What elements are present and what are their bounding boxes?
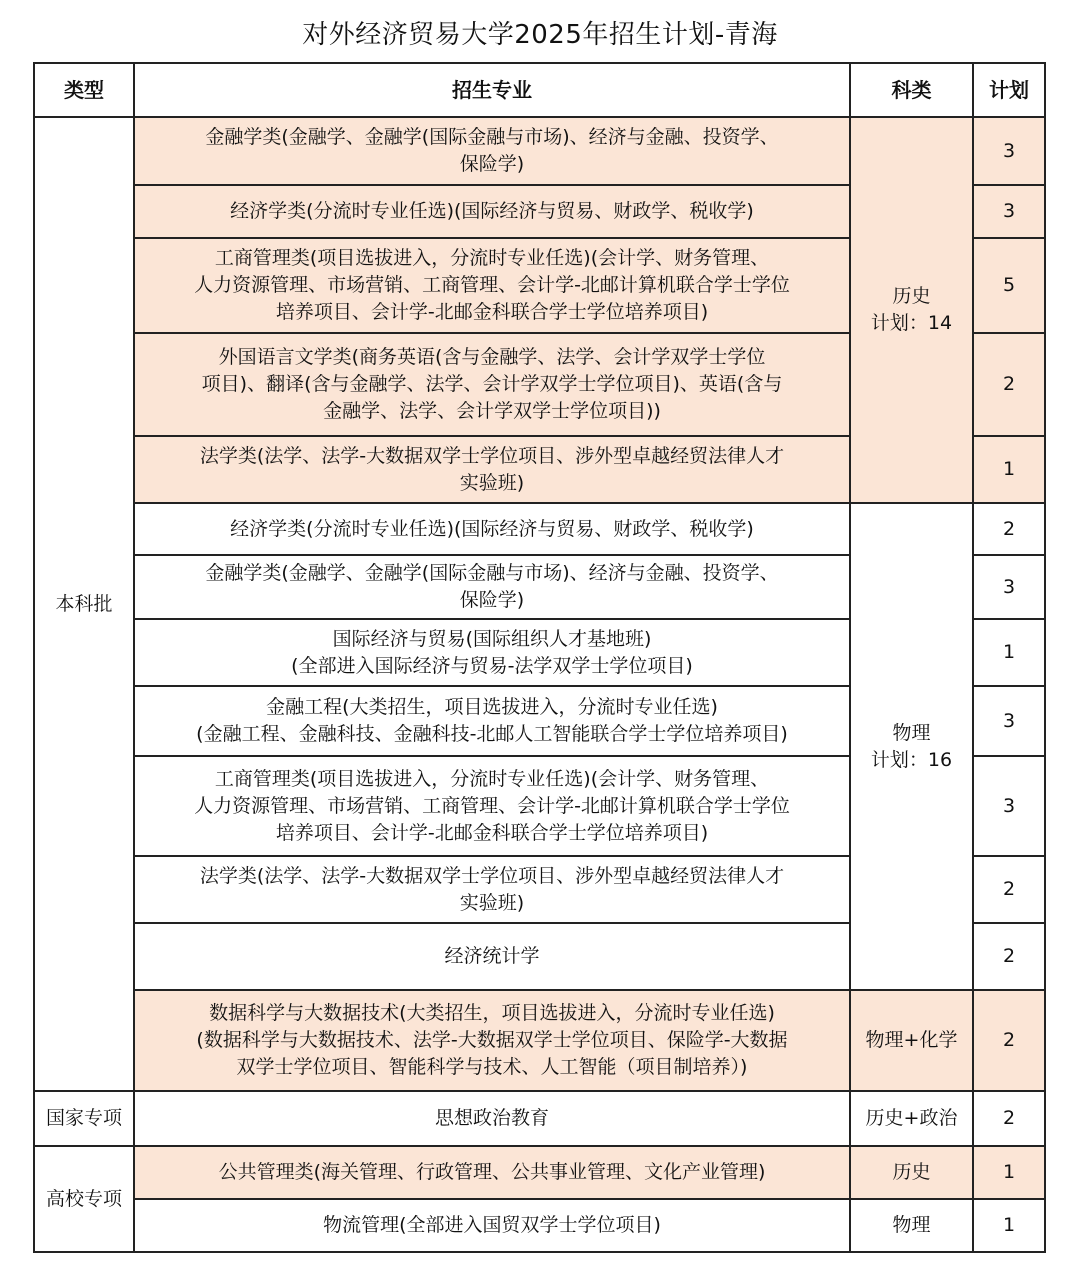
major-cell: 思想政治教育	[134, 1091, 850, 1146]
plan-cell: 1	[973, 1146, 1045, 1199]
major-cell: 工商管理类(项目选拔进入，分流时专业任选)(会计学、财务管理、 人力资源管理、市场营销、工商管理、会计学-北邮计算机联合学士学位 培养项目、会计学-北邮金科联合学士学位培养项目)	[134, 238, 850, 333]
major-cell: 法学类(法学、法学-大数据双学士学位项目、涉外型卓越经贸法律人才 实验班)	[134, 856, 850, 923]
plan-cell: 3	[973, 555, 1045, 619]
major-cell: 金融学类(金融学、金融学(国际金融与市场)、经济与金融、投资学、 保险学)	[134, 555, 850, 619]
major-cell: 工商管理类(项目选拔进入，分流时专业任选)(会计学、财务管理、 人力资源管理、市场营销、工商管理、会计学-北邮计算机联合学士学位 培养项目、会计学-北邮金科联合学士学位培养项目)	[134, 756, 850, 856]
plan-cell: 1	[973, 619, 1045, 686]
subject-history-politics: 历史+政治	[850, 1091, 973, 1146]
plan-cell: 2	[973, 990, 1045, 1091]
major-cell: 经济学类(分流时专业任选)(国际经济与贸易、财政学、税收学)	[134, 503, 850, 555]
table-row	[34, 1199, 1045, 1252]
header-type: 类型	[34, 63, 134, 117]
major-cell: 金融工程(大类招生，项目选拔进入，分流时专业任选) (金融工程、金融科技、金融科技-北邮人工智能联合学士学位培养项目)	[134, 686, 850, 756]
plan-cell: 1	[973, 1199, 1045, 1252]
page-title: 对外经济贸易大学2025年招生计划-青海	[302, 20, 778, 50]
enrollment-plan-table	[33, 62, 1046, 1253]
plan-cell: 2	[973, 856, 1045, 923]
major-cell: 物流管理(全部进入国贸双学士学位项目)	[134, 1199, 850, 1252]
subject-history-only: 历史	[850, 1146, 973, 1199]
group-benke: 本科批	[34, 117, 134, 1091]
plan-cell: 2	[973, 1091, 1045, 1146]
header-subject: 科类	[850, 63, 973, 117]
plan-cell: 3	[973, 185, 1045, 238]
plan-cell: 3	[973, 117, 1045, 185]
major-cell: 经济学类(分流时专业任选)(国际经济与贸易、财政学、税收学)	[134, 185, 850, 238]
header-plan: 计划	[973, 63, 1045, 117]
plan-cell: 3	[973, 756, 1045, 856]
plan-cell: 1	[973, 436, 1045, 503]
table-row	[34, 1146, 1045, 1199]
major-cell: 法学类(法学、法学-大数据双学士学位项目、涉外型卓越经贸法律人才 实验班)	[134, 436, 850, 503]
table-row	[34, 1091, 1045, 1146]
subject-physics: 物理 计划：16	[850, 503, 973, 990]
group-guojia: 国家专项	[34, 1091, 134, 1146]
plan-cell: 2	[973, 333, 1045, 436]
group-gaoxiao: 高校专项	[34, 1146, 134, 1252]
table-row	[34, 503, 1045, 555]
major-cell: 外国语言文学类(商务英语(含与金融学、法学、会计学双学士学位 项目)、翻译(含与金融学、法学、会计学双学士学位项目)、英语(含与 金融学、法学、会计学双学士学位项目))	[134, 333, 850, 436]
subject-history: 历史 计划：14	[850, 117, 973, 503]
major-cell: 公共管理类(海关管理、行政管理、公共事业管理、文化产业管理)	[134, 1146, 850, 1199]
plan-cell: 2	[973, 503, 1045, 555]
plan-cell: 2	[973, 923, 1045, 990]
header-major: 招生专业	[134, 63, 850, 117]
subject-physics-only: 物理	[850, 1199, 973, 1252]
subject-physics-chemistry: 物理+化学	[850, 990, 973, 1091]
table-header-row	[34, 63, 1045, 117]
plan-cell: 3	[973, 686, 1045, 756]
table-row	[34, 117, 1045, 185]
plan-cell: 5	[973, 238, 1045, 333]
major-cell: 数据科学与大数据技术(大类招生，项目选拔进入，分流时专业任选) (数据科学与大数据技术、法学-大数据双学士学位项目、保险学-大数据 双学士学位项目、智能科学与技术、人工智能（项目制培养）)	[134, 990, 850, 1091]
major-cell: 金融学类(金融学、金融学(国际金融与市场)、经济与金融、投资学、 保险学)	[134, 117, 850, 185]
table-row	[34, 990, 1045, 1091]
major-cell: 国际经济与贸易(国际组织人才基地班) (全部进入国际经济与贸易-法学双学士学位项目)	[134, 619, 850, 686]
major-cell: 经济统计学	[134, 923, 850, 990]
